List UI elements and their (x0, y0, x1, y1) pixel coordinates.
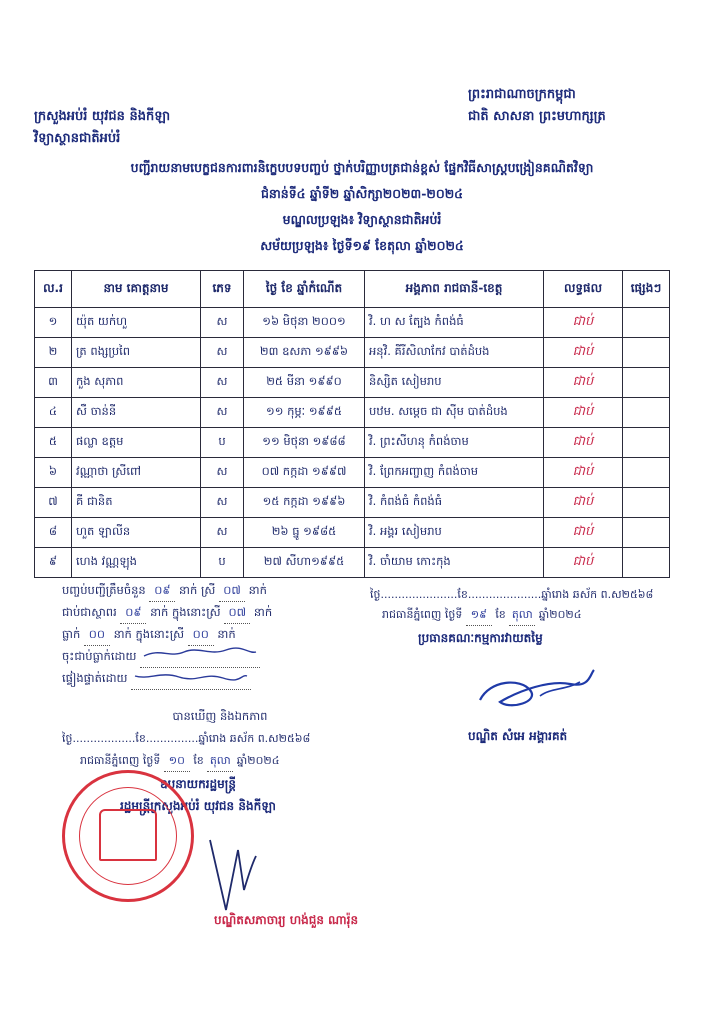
cell-name: ផល្លា ឧត្តម (72, 428, 201, 458)
national-motto: ជាតិ សាសនា ព្រះមហាក្សត្រ (468, 109, 606, 124)
committee-title: ប្រធានគណៈកម្មការវាយតម្លៃ (418, 631, 543, 645)
approver-signature (200, 830, 260, 920)
cell-result: ជាប់ (544, 308, 623, 338)
table-row (35, 458, 670, 488)
handwritten-signature (131, 668, 251, 690)
date-month: តុលា (509, 604, 535, 626)
handwritten-signature (140, 646, 260, 668)
summary-label: នាក់ ក្នុងនោះស្រី (113, 627, 185, 641)
kingdom-name: ព្រះរាជាណាចក្រកម្ពុជា (468, 87, 576, 102)
cell-dob: ២៥ មីនា ១៩៩០ (244, 368, 365, 398)
cell-no: ៤ (35, 398, 72, 428)
cell-name: ហួត ឡាលីន (72, 518, 201, 548)
approval-date-solar (80, 750, 280, 772)
official-seal (62, 770, 194, 902)
date-solar-right (382, 604, 582, 626)
cell-result: ជាប់ (544, 338, 623, 368)
cell-no: ៩ (35, 548, 72, 578)
cell-no: ១ (35, 308, 72, 338)
approval-date-lunar: ថ្ងៃ..................ខែ...............ឆ្នាំរោង ឆស័ក ព.ស២៥៦៨ (62, 732, 311, 745)
cell-result: ជាប់ (544, 548, 623, 578)
summary-label: នាក់ ក្នុងនោះស្រី (150, 605, 221, 619)
cell-no: ៦ (35, 458, 72, 488)
summary-label: នាក់ (248, 583, 267, 597)
date-label: រាជធានីភ្នំពេញ ថ្ងៃទី (80, 754, 161, 767)
cell-sex: ស (201, 368, 244, 398)
cell-name: ហេង វណ្ណឡុង (72, 548, 201, 578)
cell-result: ជាប់ (544, 458, 623, 488)
institute-name: វិទ្យាស្ថានជាតិអប់រំ (34, 131, 121, 146)
cell-dob: ១៥ កក្កដា ១៩៩៦ (244, 488, 365, 518)
cell-no: ២ (35, 338, 72, 368)
cell-notes (623, 548, 670, 578)
cell-unit: វិ. អង្គរ សៀមរាប (365, 518, 544, 548)
col-name: នាម គោត្តនាម (72, 271, 201, 308)
summary-label: ជាប់ជាស្ថាពរ (62, 605, 117, 619)
summary-label: ធ្លាក់ (62, 627, 81, 641)
approval-seen: បានឃើញ និងឯកភាព (172, 709, 268, 723)
cell-unit: វិ. កំពង់ធំ កំពង់ធំ (365, 488, 544, 518)
exam-center: មណ្ឌលប្រឡង៖ វិទ្យាស្ថានជាតិអប់រំ (282, 212, 442, 227)
summary-total (62, 580, 352, 602)
col-no: ល.រ (35, 271, 72, 308)
cell-dob: ២៦ ធ្នូ ១៩៨៥ (244, 518, 365, 548)
date-label: ខែ (193, 754, 204, 767)
table-row (35, 338, 670, 368)
date-day: ១០ (164, 750, 190, 772)
summary-label: ផ្ទៀងផ្ទាត់ដោយ (62, 671, 128, 685)
date-label: ខែ (495, 608, 506, 621)
summary-label: បញ្ចប់បញ្ជីត្រឹមចំនួន (62, 583, 146, 597)
cell-notes (623, 518, 670, 548)
cell-sex: ស (201, 518, 244, 548)
approver-signer: បណ្ឌិតសភាចារ្យ ហង់ជួន ណារ៉ុន (214, 913, 359, 927)
summary-recorded-by (62, 646, 352, 668)
date-day: ១៩ (466, 604, 492, 626)
committee-signature (470, 660, 600, 720)
table-row (35, 488, 670, 518)
cell-unit: បឋម. សម្ដេច ជា ស៊ីម បាត់ដំបង (365, 398, 544, 428)
cell-unit: វិ. ហ ស ត្បែង កំពង់ធំ (365, 308, 544, 338)
cell-dob: ១១ កុម្ភៈ ១៩៩៥ (244, 398, 365, 428)
cell-unit: វិ. ព្រះសីហនុ កំពង់ចាម (365, 428, 544, 458)
cell-name: យ៉ុត យក់ហួ (72, 308, 201, 338)
table-row (35, 518, 670, 548)
col-result: លទ្ធផល (544, 271, 623, 308)
cell-sex: ស (201, 488, 244, 518)
summary-count: ០៧ (224, 602, 250, 624)
cell-no: ៥ (35, 428, 72, 458)
summary-passed (62, 602, 352, 624)
cell-result: ជាប់ (544, 368, 623, 398)
summary-label: ចុះជាប់ធ្លាក់ដោយ (62, 649, 137, 663)
col-sex: ភេទ (201, 271, 244, 308)
cell-notes (623, 368, 670, 398)
approver-role-1: ឧបនាយករដ្ឋមន្ត្រី (160, 777, 236, 791)
cell-name: កួង សុភាព (72, 368, 201, 398)
cell-name: វណ្ណាថា ស្រីពៅ (72, 458, 201, 488)
cell-unit: វិ. ព្រែកអញ្ចាញ កំពង់ចាម (365, 458, 544, 488)
cell-result: ជាប់ (544, 428, 623, 458)
cell-notes (623, 428, 670, 458)
cell-sex: ស (201, 308, 244, 338)
ministry-name: ក្រសួងអប់រំ យុវជន និងកីឡា (34, 109, 171, 124)
cell-notes (623, 338, 670, 368)
cell-dob: ២៣ ឧសភា ១៩៩៦ (244, 338, 365, 368)
table-row (35, 548, 670, 578)
summary-count: ០៧ (219, 580, 245, 602)
cell-dob: ២៧ សីហា១៩៩៥ (244, 548, 365, 578)
seal-emblem (99, 809, 157, 861)
summary-failed (62, 624, 352, 646)
cell-unit: វិ. ចាំយាម កោះកុង (365, 548, 544, 578)
exam-session: សម័យប្រឡង៖ ថ្ងៃទី១៩ ខែតុលា ឆ្នាំ២០២៤ (260, 238, 464, 253)
table-row (35, 428, 670, 458)
cell-dob: ១៦ មិថុនា ២០០១ (244, 308, 365, 338)
cell-result: ជាប់ (544, 488, 623, 518)
cell-no: ៧ (35, 488, 72, 518)
date-label: រាជធានីភ្នំពេញ ថ្ងៃទី (382, 608, 463, 621)
summary-count: ០៩ (120, 602, 146, 624)
doc-subtitle: ជំនាន់ទី៤ ឆ្នាំទី២ ឆ្នាំសិក្សា២០២៣-២០២៤ (260, 186, 464, 201)
handwritten-signature (140, 646, 260, 660)
cell-dob: ០៧ កក្កដា ១៩៩៧ (244, 458, 365, 488)
summary-block (62, 580, 352, 690)
cell-sex: ប (201, 428, 244, 458)
date-year: ឆ្នាំ២០២៤ (236, 754, 280, 767)
summary-label: នាក់ (217, 627, 236, 641)
cell-notes (623, 488, 670, 518)
col-dob: ថ្ងៃ ខែ ឆ្នាំកំណើត (244, 271, 365, 308)
col-notes: ផ្សេងៗ (623, 271, 670, 308)
col-unit: អង្គភាព រាជធានី-ខេត្ត (365, 271, 544, 308)
handwritten-signature (131, 668, 251, 682)
date-year: ឆ្នាំ២០២៤ (538, 608, 582, 621)
summary-count: ០០ (188, 624, 214, 646)
table-row (35, 368, 670, 398)
summary-count: ០០ (84, 624, 110, 646)
cell-no: ៣ (35, 368, 72, 398)
table-row (35, 398, 670, 428)
cell-notes (623, 458, 670, 488)
cell-result: ជាប់ (544, 398, 623, 428)
results-table (34, 270, 670, 578)
cell-sex: ស (201, 338, 244, 368)
cell-notes (623, 308, 670, 338)
doc-title: បញ្ជីរាយនាមបេក្ខជនការពារនិក្ខេបបទបញ្ចប់ ថ្នាក់បរិញ្ញាបត្រជាន់ខ្ពស់ ផ្នែកវិធីសាស្ត្របង្រៀនគណិតវិទ្យា (130, 160, 594, 175)
cell-sex: ស (201, 398, 244, 428)
cell-dob: ១១ មិថុនា ១៩៨៨ (244, 428, 365, 458)
table-row (35, 308, 670, 338)
committee-signer: បណ្ឌិត សំអេ អង្គារគត់ (468, 729, 568, 743)
cell-no: ៨ (35, 518, 72, 548)
summary-count: ០៩ (149, 580, 175, 602)
summary-verified-by (62, 668, 352, 690)
cell-name: គី ជានិត (72, 488, 201, 518)
cell-unit: អនុវិ. គីរីសិលាកែវ បាត់ដំបង (365, 338, 544, 368)
cell-result: ជាប់ (544, 518, 623, 548)
cell-name: ត្រ ពង្សប្រពៃ (72, 338, 201, 368)
cell-unit: និស្សិត សៀមរាប (365, 368, 544, 398)
summary-label: នាក់ ស្រី (179, 583, 216, 597)
cell-sex: ប (201, 548, 244, 578)
date-lunar-right: ថ្ងៃ......................ខែ.....................ឆ្នាំរោង ឆស័ក ព.ស២៥៦៨ (370, 588, 654, 601)
summary-label: នាក់ (253, 605, 273, 619)
approver-role-2: រដ្ឋមន្ត្រីក្រសួងអប់រំ យុវជន និងកីឡា (120, 799, 276, 813)
cell-name: សឺ ចាន់នី (72, 398, 201, 428)
date-month: តុលា (207, 750, 233, 772)
cell-sex: ស (201, 458, 244, 488)
cell-notes (623, 398, 670, 428)
table-header-row (35, 271, 670, 308)
